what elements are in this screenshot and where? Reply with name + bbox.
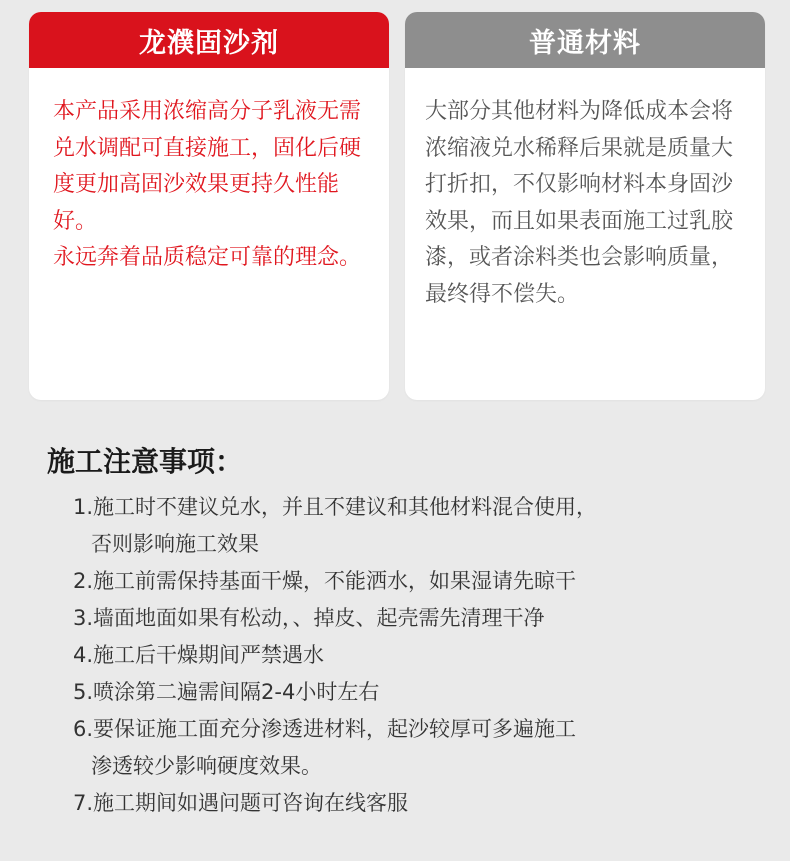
product-philosophy: 永远奔着品质稳定可靠的理念。	[53, 245, 362, 270]
note-item	[73, 563, 773, 600]
ordinary-material-card	[405, 12, 765, 400]
note-item	[73, 674, 773, 711]
ordinary-description: 大部分其他材料为降低成本会将浓缩液兑水稀释后果就是质量大打折扣，不仅影响材料本身固沙效果，而且如果表面施工过乳胶漆，或者涂料类也会影响质量，最终得不偿失。	[425, 99, 734, 307]
product-card-title: 龙濮固沙剂	[29, 12, 389, 68]
product-description: 本产品采用浓缩高分子乳液无需兑水调配可直接施工，固化后硬度更加高固沙效果更持久性能好。	[53, 99, 362, 234]
note-line-continued: 渗透较少影响硬度效果。	[91, 754, 322, 778]
note-line-continued: 否则影响施工效果	[91, 532, 259, 556]
note-line: 1.施工时不建议兑水，并且不建议和其他材料混合使用，	[73, 495, 598, 519]
note-line: 4.施工后干燥期间严禁遇水	[73, 643, 325, 667]
note-line: 6.要保证施工面充分渗透进材料，起沙较厚可多遍施工	[73, 717, 577, 741]
note-item	[73, 785, 773, 822]
ordinary-card-body	[405, 68, 765, 313]
product-comparison-card	[29, 12, 389, 400]
note-line: 7.施工期间如遇问题可咨询在线客服	[73, 791, 409, 815]
note-line: 5.喷涂第二遍需间隔2-4小时左右	[73, 680, 380, 704]
note-line: 2.施工前需保持基面干燥，不能洒水，如果湿请先晾干	[73, 569, 577, 593]
note-line: 3.墙面地面如果有松动，、掉皮、起壳需先清理干净	[73, 606, 545, 630]
construction-notes-list	[73, 489, 773, 822]
note-item	[73, 711, 773, 785]
product-card-body	[29, 68, 389, 277]
ordinary-card-title: 普通材料	[405, 12, 765, 68]
note-item	[73, 600, 773, 637]
note-item	[73, 637, 773, 674]
note-item	[73, 489, 773, 563]
notes-heading: 施工注意事项：	[47, 445, 244, 478]
